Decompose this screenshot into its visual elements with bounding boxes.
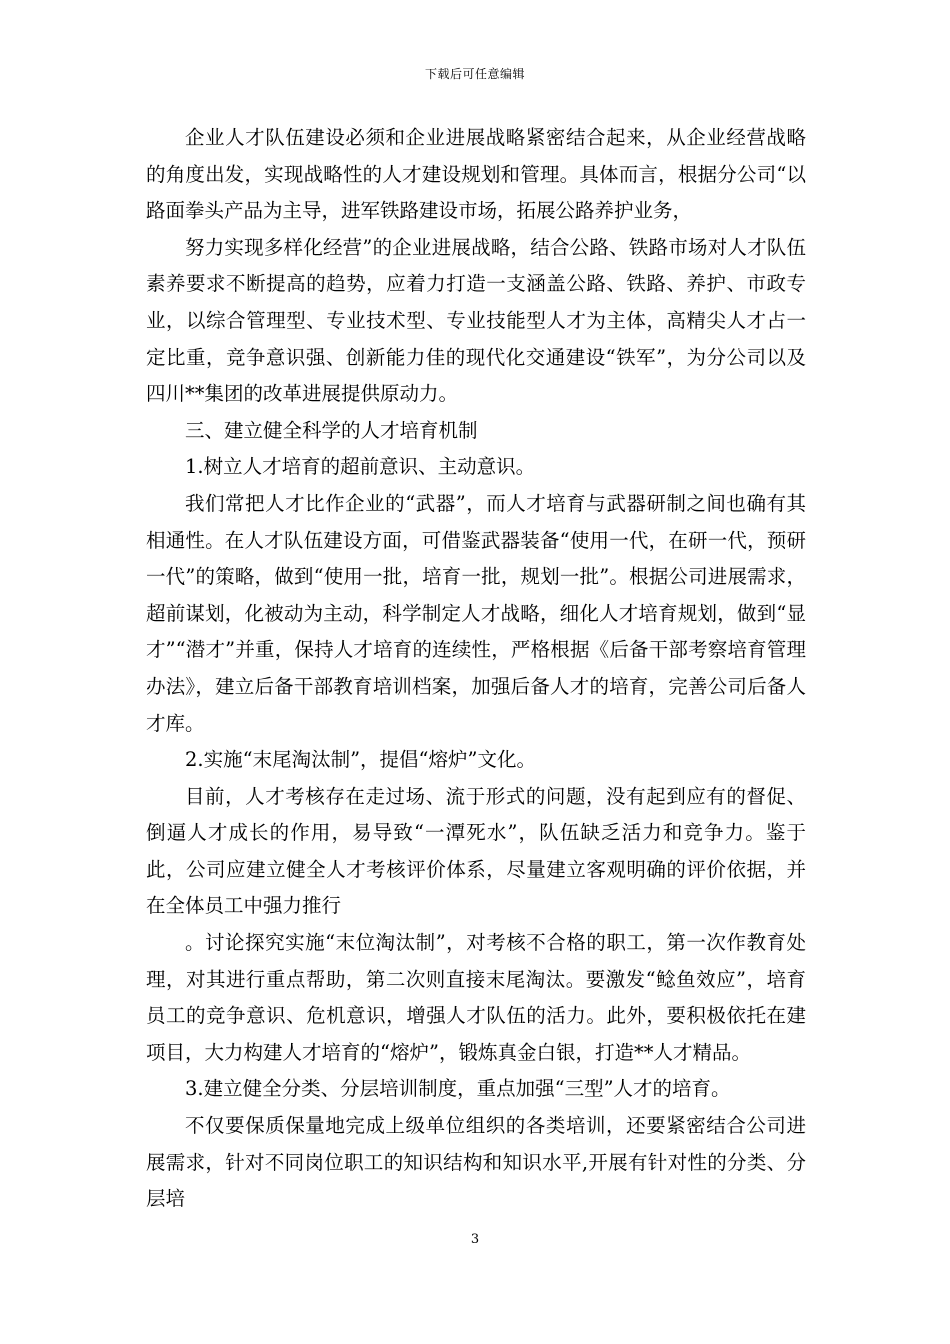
paragraph-5: 。讨论探究实施“末位淘汰制”，对考核不合格的职工，第一次作教育处理，对其进行重点帮助，第二次则直接末尾淘汰。要激发“鲶鱼效应”，培育员工的竞争意识、危机意识，增强人才队伍的活力。此外，要积极依托在建项目，大力构建人才培育的“熔炉”，锻炼真金白银，打造**人才精品。 — [146, 931, 806, 1064]
section-heading-3: 三、建立健全科学的人才培育机制 — [185, 418, 478, 442]
paragraph-6: 不仅要保质保量地完成上级单位组织的各类培训，还要紧密结合公司进展需求，针对不同岗位职工的知识结构和知识水平,开展有针对性的分类、分层培 — [146, 1114, 806, 1211]
subheading-3: 3.建立健全分类、分层培训制度，重点加强“三型”人才的培育。 — [185, 1077, 731, 1101]
paragraph-1: 企业人才队伍建设必须和企业进展战略紧密结合起来，从企业经营战略的角度出发，实现战略性的人才建设规划和管理。具体而言，根据分公司“以路面拳头产品为主导，进军铁路建设市场，拓展公路养护业务， — [146, 126, 806, 223]
paragraph-4: 目前，人才考核存在走过场、流于形式的问题，没有起到应有的督促、倒逼人才成长的作用，易导致“一潭死水”，队伍缺乏活力和竞争力。鉴于此，公司应建立健全人才考核评价体系，尽量建立客观明确的评价依据，并在全体员工中强力推行 — [146, 784, 806, 918]
page-header-note: 下载后可任意编辑 — [424, 67, 525, 81]
document-body — [146, 120, 806, 1218]
subheading-1: 1.树立人才培育的超前意识、主动意识。 — [185, 455, 536, 479]
subheading-2: 2.实施“末尾淘汰制”，提倡“熔炉”文化。 — [185, 748, 536, 772]
paragraph-3: 我们常把人才比作企业的“武器”，而人才培育与武器研制之间也确有其相通性。在人才队伍建设方面，可借鉴武器装备“使用一代，在研一代，预研一代”的策略，做到“使用一批，培育一批，规划一批”。根据公司进展需求，超前谋划，化被动为主动，科学制定人才战略，细化人才培育规划，做到“显才”“潜才”并重，保持人才培育的连续性，严格根据《后备干部考察培育管理办法》，建立后备干部教育培训档案，加强后备人才的培育，完善公司后备人才库。 — [146, 491, 806, 735]
paragraph-2: 努力实现多样化经营”的企业进展战略，结合公路、铁路市场对人才队伍素养要求不断提高的趋势，应着力打造一支涵盖公路、铁路、养护、市政专业，以综合管理型、专业技术型、专业技能型人才为主体，高精尖人才占一定比重，竞争意识强、创新能力佳的现代化交通建设“铁军”，为分公司以及四川**集团的改革进展提供原动力。 — [146, 235, 806, 406]
page-number: 3 — [470, 1232, 480, 1247]
